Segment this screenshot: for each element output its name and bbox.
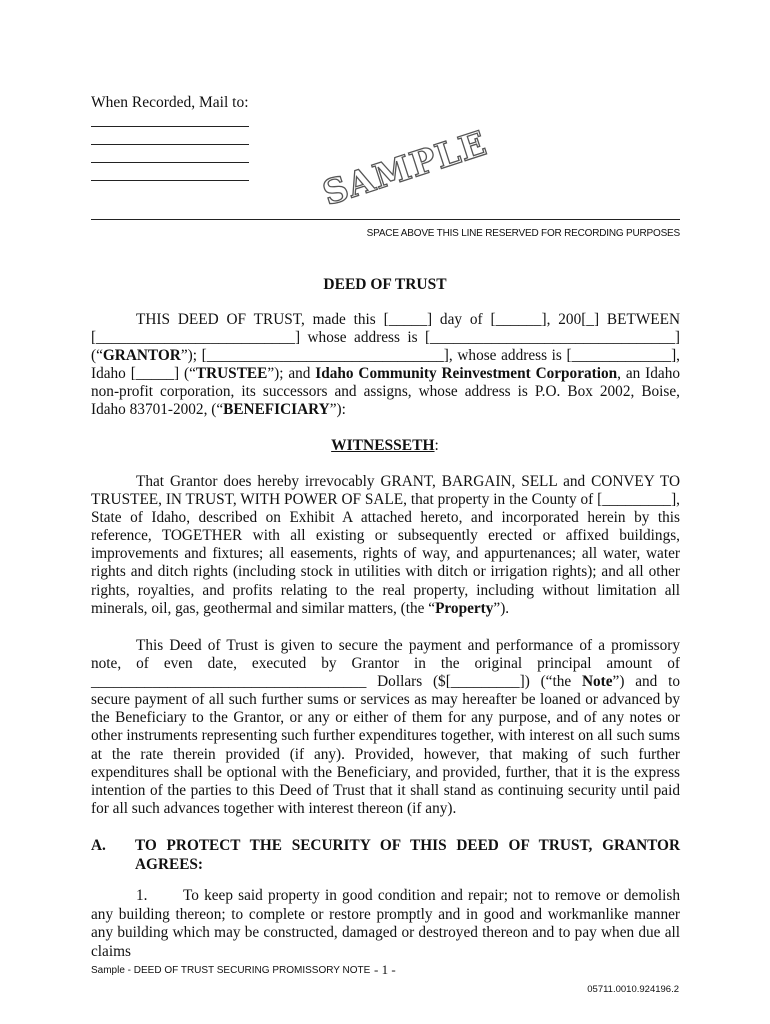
- document-number: 05711.0010.924196.2: [587, 984, 679, 995]
- document-title: DEED OF TRUST: [323, 276, 447, 293]
- intro-paragraph: THIS DEED OF TRUST, made this [_____] day of [______], 200[_] BETWEEN [__________________________] whose address is [________________________________] (“GRANTOR”); [_______________________________], whose address is [_____________], Idaho [_____] (“TRUSTEE”); and Idaho Community Reinvestment Corporation, an Idaho non-profit corporation, its successors and assigns, whose address is P.O. Box 2002, Boise, Idaho 83701-2002, (“BENEFICIARY”):: [91, 311, 680, 419]
- witnesseth-heading: WITNESSETH:: [331, 437, 439, 454]
- address-blank-line: [91, 126, 249, 127]
- footer-document-title: Sample - DEED OF TRUST SECURING PROMISSORY NOTE: [91, 965, 371, 976]
- recording-divider: [91, 219, 680, 220]
- recording-reserved-note: SPACE ABOVE THIS LINE RESERVED FOR RECORDING PURPOSES: [366, 228, 680, 239]
- sample-watermark: SAMPLE: [318, 123, 493, 215]
- grant-paragraph: That Grantor does hereby irrevocably GRANT, BARGAIN, SELL and CONVEY TO TRUSTEE, IN TRUST, WITH POWER OF SALE, that property in the County of [_________], State of Idaho, described on Exhibit A attached hereto, and incorporated herein by this reference, TOGETHER with all existing or subsequently erected or affixed buildings, improvements and fixtures; all easements, rights of way, and appurtenances; all water, water rights and ditch rights (including stock in utilities with ditch or irrigation rights); and all other rights, royalties, and profits relating to the real property, including without limitation all minerals, oil, gas, geothermal and similar matters, (the “Property”).: [91, 473, 680, 617]
- covenant-item-1: 1. To keep said property in good condition and repair; not to remove or demolish any building thereon; to complete or restore promptly and in good and workmanlike manner any building which may be constructed, damaged or destroyed thereon and to pay when due all claims: [91, 887, 680, 960]
- mail-to-label: When Recorded, Mail to:: [91, 94, 249, 111]
- security-paragraph: This Deed of Trust is given to secure the payment and performance of a promissory note, of even date, executed by Grantor in the original principal amount of ____________________________________ Dollars ($[_________]) (“the Note”) and to secure payment of all such further sums or services as may hereafter be loaned or advanced by the Beneficiary to the Grantor, or any or either of them for any purpose, and of any notes or other instruments representing such further expenditures together, with interest on all such sums at the rate therein provided (if any). Provided, however, that making of such further expenditures shall be optional with the Beneficiary, and provided, further, that it is the express intention of the parties to this Deed of Trust that it shall stand as continuing security until paid for all such advances together with interest thereon (if any).: [91, 637, 680, 817]
- section-a-heading: A. TO PROTECT THE SECURITY OF THIS DEED OF TRUST, GRANTOR AGREES:: [91, 837, 680, 873]
- address-blank-line: [91, 162, 249, 163]
- address-blank-line: [91, 144, 249, 145]
- page-number: - 1 -: [374, 962, 396, 977]
- address-blank-line: [91, 180, 249, 181]
